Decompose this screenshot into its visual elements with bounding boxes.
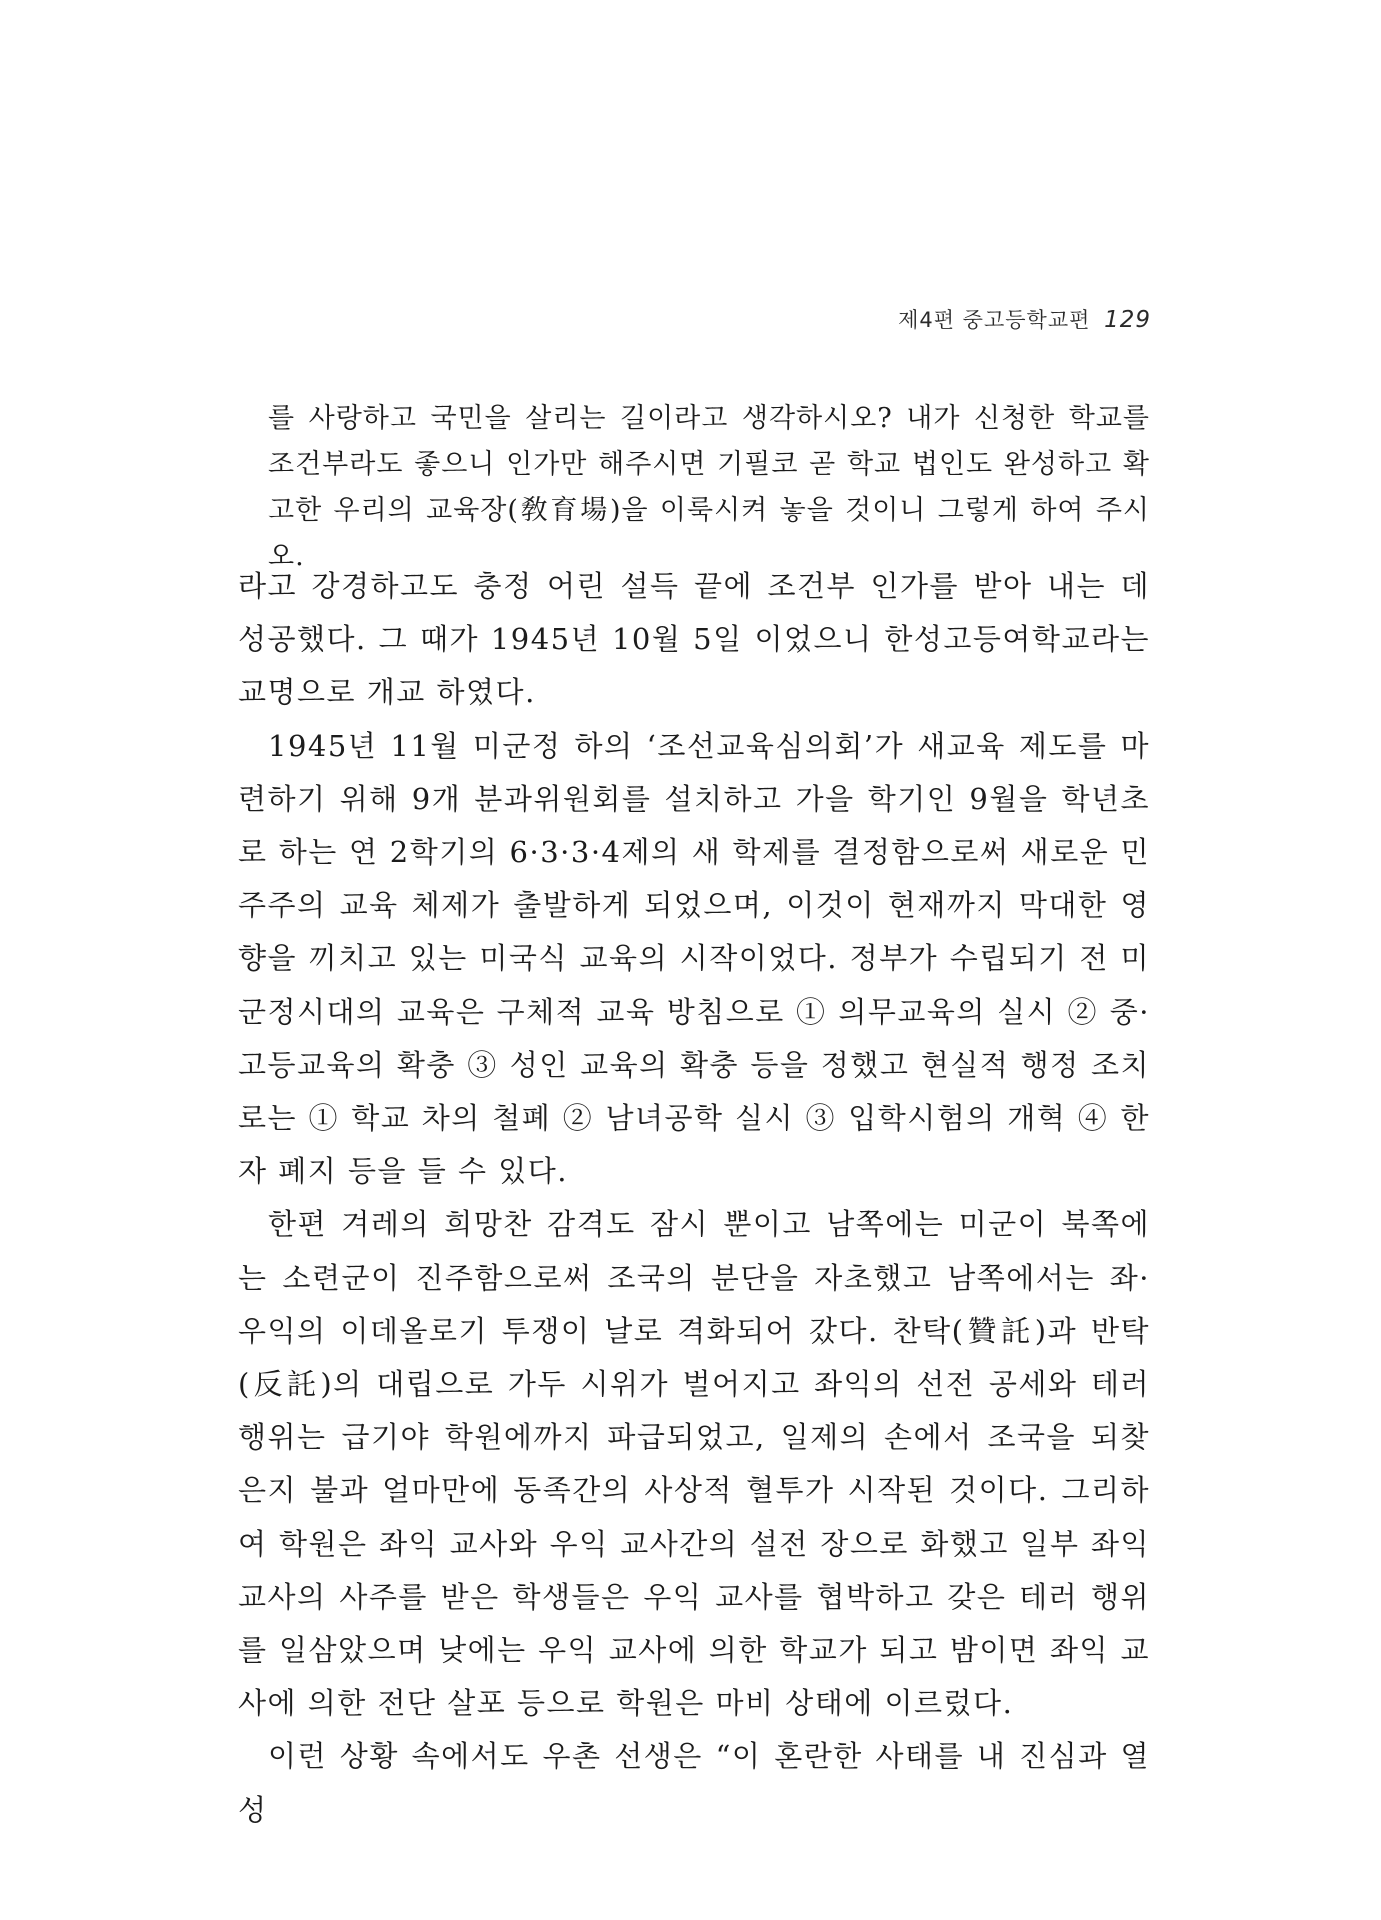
paragraph: 한편 겨레의 희망찬 감격도 잠시 뿐이고 남쪽에는 미군이 북쪽에는 소련군이 진주함으로써 조국의 분단을 자초했고 남쪽에서는 좌·우익의 이데올로기 투쟁이 날로 격화되어 갔다. 찬탁(贊託)과 반탁(反託)의 대립으로 가두 시위가 벌어지고 좌익의 선전 공세와 테러 행위는 급기야 학원에까지 파급되었고, 일제의 손에서 조국을 되찾은지 불과 얼마만에 동족간의 사상적 혈투가 시작된 것이다. 그리하여 학원은 좌익 교사와 우익 교사간의 설전 장으로 화했고 일부 좌익 교사의 사주를 받은 학생들은 우익 교사를 협박하고 갖은 테러 행위를 일삼았으며 낮에는 우익 교사에 의한 학교가 되고 밤이면 좌익 교사에 의한 전단 살포 등으로 학원은 마비 상태에 이르렀다. [238,1207,1150,1721]
chapter-title: 제4편 중고등학교편 [898,308,1091,332]
paragraph: 라고 강경하고도 충정 어린 설득 끝에 조건부 인가를 받아 내는 데 성공했다. 그 때가 1945년 10월 5일 이었으니 한성고등여학교라는 교명으로 개교 하였다. [238,569,1150,710]
running-header [898,304,1151,334]
body-text [238,560,1150,1837]
paragraph: 이런 상황 속에서도 우촌 선생은 “이 혼란한 사태를 내 진심과 열성 [238,1739,1150,1827]
page-number: 129 [1104,307,1151,333]
paragraph: 1945년 11월 미군정 하의 ‘조선교육심의회’가 새교육 제도를 마련하기 위해 9개 분과위원회를 설치하고 가을 학기인 9월을 학년초로 하는 연 2학기의 6·3·3·4제의 새 학제를 결정함으로써 새로운 민주주의 교육 체제가 출발하게 되었으며, 이것이 현재까지 막대한 영향을 끼치고 있는 미국식 교육의 시작이었다. 정부가 수립되기 전 미군정시대의 교육은 구체적 교육 방침으로 ① 의무교육의 실시 ② 중·고등교육의 확충 ③ 성인 교육의 확충 등을 정했고 현실적 행정 조치로는 ① 학교 차의 철폐 ② 남녀공학 실시 ③ 입학시험의 개혁 ④ 한자 폐지 등을 들 수 있다. [238,728,1150,1189]
block-quote: 를 사랑하고 국민을 살리는 길이라고 생각하시오? 내가 신청한 학교를 조건부라도 좋으니 인가만 해주시면 기필코 곧 학교 법인도 완성하고 확고한 우리의 교육장(敎育場)을 이룩시켜 놓을 것이니 그렇게 하여 주시오. [268,403,1150,572]
